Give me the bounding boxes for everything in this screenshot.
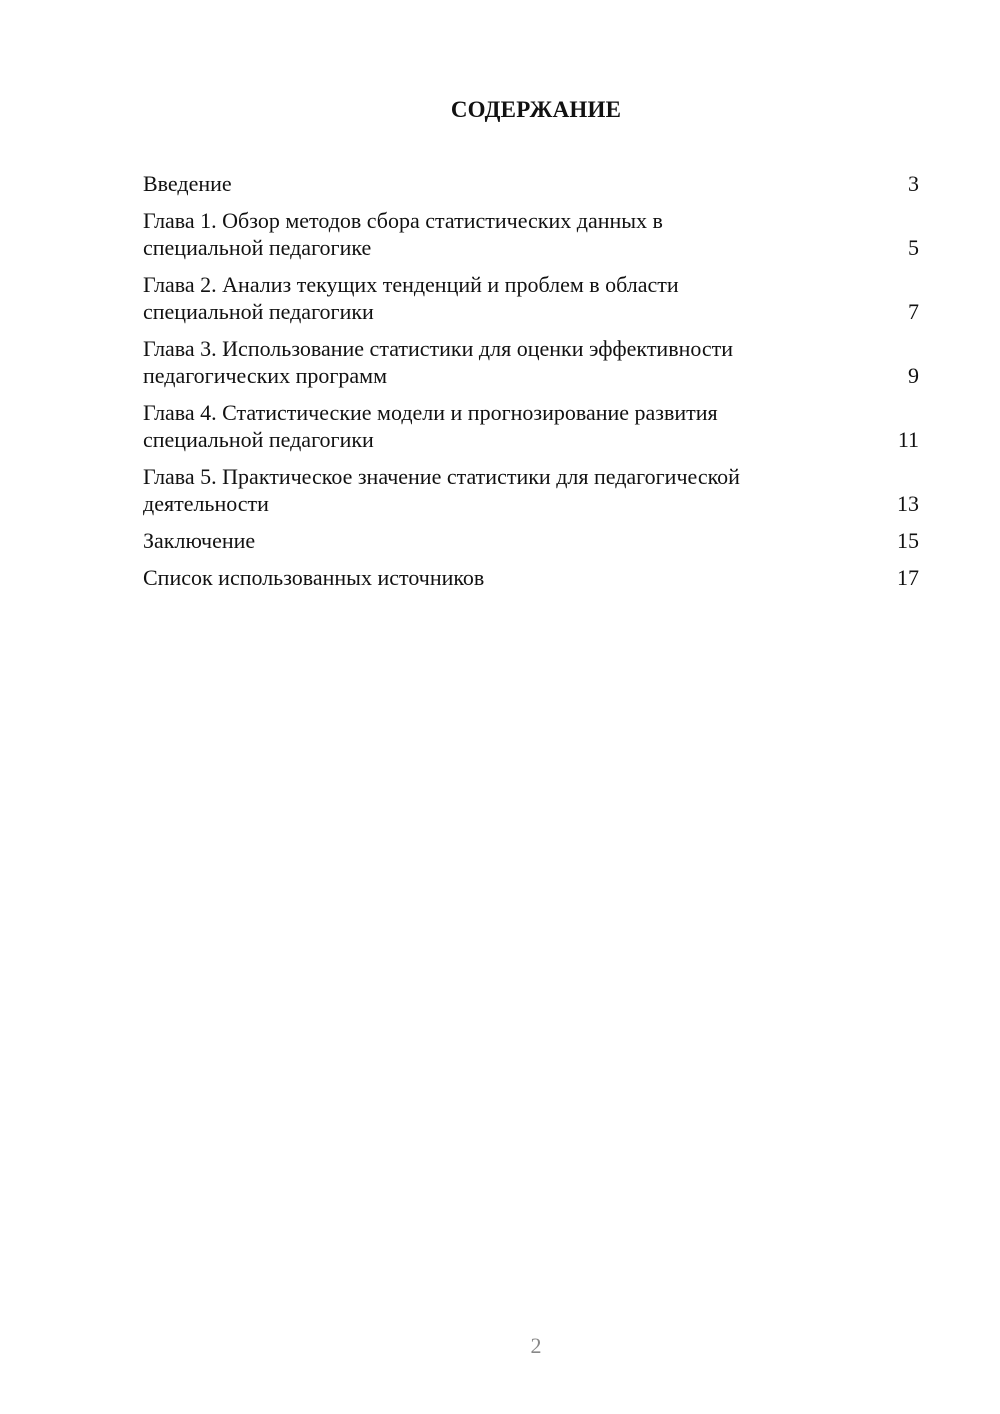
toc-entry-line: педагогических программ [143, 363, 387, 388]
toc-entry-text [143, 463, 843, 517]
toc-entry-line: деятельности [143, 491, 269, 516]
toc-entry-text [143, 271, 843, 325]
toc-entry-line: Список использованных источников [143, 565, 485, 590]
toc-entry-page: 15 [897, 528, 919, 553]
page-number: 2 [530, 1333, 542, 1358]
toc-entry-line: специальной педагогике [143, 235, 372, 260]
toc-entry-line: Введение [143, 171, 232, 196]
toc-entry-page: 5 [908, 235, 919, 260]
toc-entry-chapter-4[interactable] [143, 399, 919, 453]
toc-entry-text [143, 335, 843, 389]
toc-entry-line: Глава 4. Статистические модели и прогнозирование развития [143, 400, 718, 425]
toc-entry-line: Глава 2. Анализ текущих тенденций и проблем в области [143, 272, 679, 297]
toc-entry-text [143, 399, 843, 453]
toc-entry-page: 3 [908, 171, 919, 196]
toc-entry-page: 7 [908, 299, 919, 324]
toc-entry-line: специальной педагогики [143, 427, 374, 452]
toc-entry-text [143, 170, 843, 197]
page-title: СОДЕРЖАНИЕ [450, 97, 622, 122]
toc-entry-page: 11 [897, 427, 919, 452]
toc-entry-line: Глава 5. Практическое значение статистики для педагогической [143, 464, 740, 489]
toc-entry-introduction[interactable] [143, 170, 919, 197]
toc-entry-text [143, 207, 843, 261]
toc-entry-line: специальной педагогики [143, 299, 374, 324]
toc-entry-chapter-5[interactable] [143, 463, 919, 517]
toc-entry-page: 9 [908, 363, 919, 388]
toc-entry-text [143, 564, 843, 591]
toc-entry-line: Глава 1. Обзор методов сбора статистических данных в [143, 208, 663, 233]
table-of-contents [143, 170, 919, 601]
toc-entry-references[interactable] [143, 564, 919, 591]
toc-entry-chapter-1[interactable] [143, 207, 919, 261]
toc-entry-page: 13 [897, 491, 919, 516]
toc-entry-line: Глава 3. Использование статистики для оценки эффективности [143, 336, 734, 361]
toc-entry-conclusion[interactable] [143, 527, 919, 554]
toc-entry-text [143, 527, 843, 554]
toc-entry-chapter-3[interactable] [143, 335, 919, 389]
toc-entry-page: 17 [897, 565, 919, 590]
toc-entry-line: Заключение [143, 528, 256, 553]
toc-entry-chapter-2[interactable] [143, 271, 919, 325]
